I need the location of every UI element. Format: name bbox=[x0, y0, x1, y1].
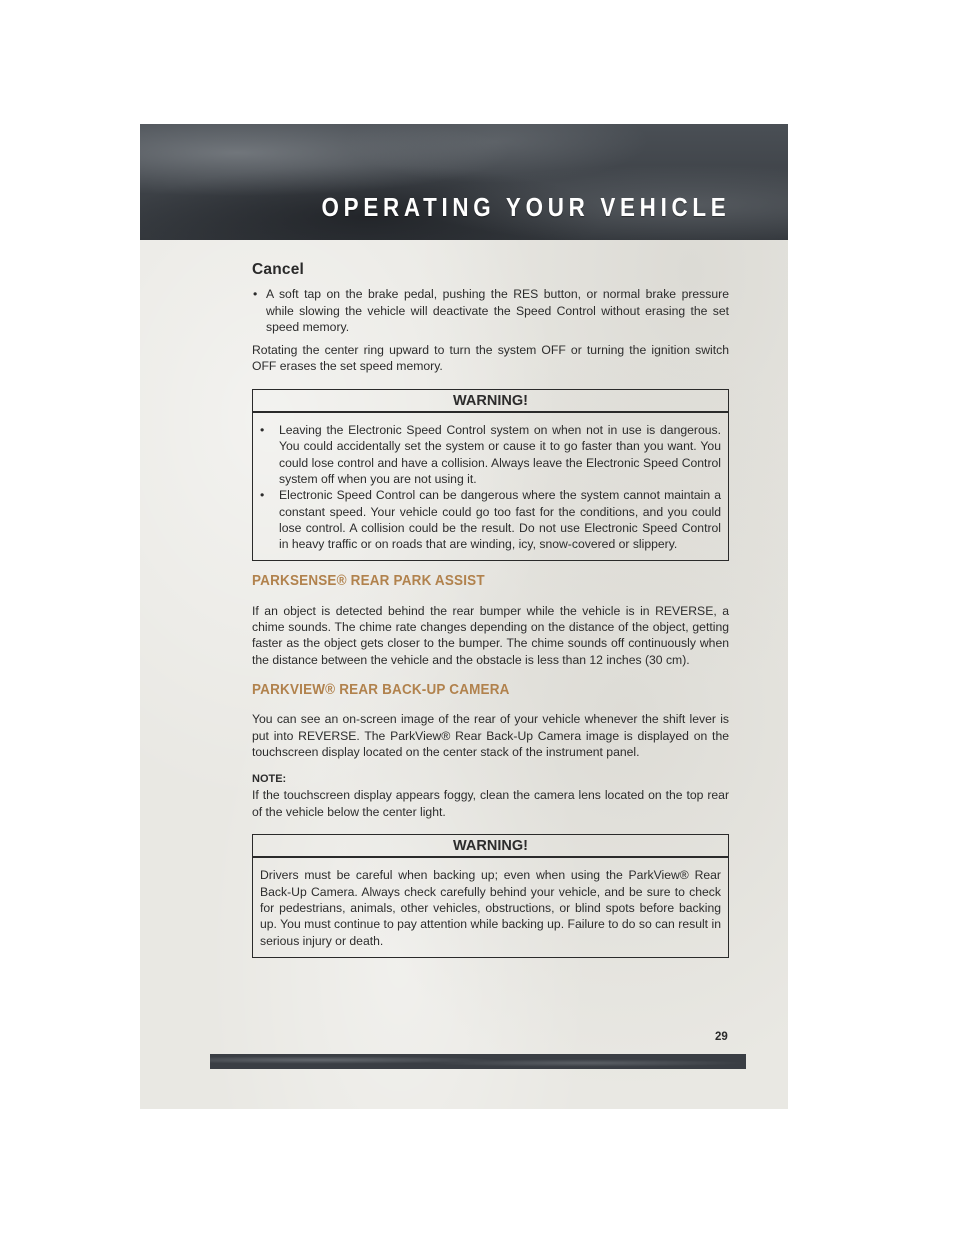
parksense-heading: PARKSENSE® REAR PARK ASSIST bbox=[252, 573, 485, 590]
warning-bullet: • Electronic Speed Control can be dangerous where the system cannot maintain a constant speed. Your vehicle could go too fast for the conditions, and you could lose control. A collision could be the result. Do not use Electronic Speed Control in heavy traffic or on roads that are winding, icy, snow-covered or slippery. bbox=[260, 487, 721, 552]
note-text: If the touchscreen display appears foggy, clean the camera lens located on the top rear of the vehicle below the center light. bbox=[252, 788, 729, 819]
cancel-paragraph: Rotating the center ring upward to turn the system OFF or turning the ignition switch OFF erases the set speed memory. bbox=[252, 343, 729, 374]
warning-title: WARNING! bbox=[253, 390, 728, 413]
warning-title: WARNING! bbox=[253, 835, 728, 858]
warning-body bbox=[253, 413, 728, 560]
chapter-title: OPERATING YOUR VEHICLE bbox=[321, 192, 730, 222]
warning-body bbox=[253, 858, 728, 956]
warning-box-backup-camera bbox=[252, 834, 729, 958]
parkview-paragraph: You can see an on-screen image of the rear of your vehicle whenever the shift lever is put into REVERSE. The ParkView® Rear Back-Up Camera image is displayed on the touchscreen display located on the center stack of the instrument panel. bbox=[252, 712, 729, 759]
header-band bbox=[140, 124, 788, 240]
parksense-paragraph: If an object is detected behind the rear bumper while the vehicle is in REVERSE, a chime sounds. The chime rate changes depending on the distance of the object, getting faster as the object gets closer to the bumper. The chime sounds off continuously when the distance between the vehicle and the obstacle is less than 12 inches (30 cm). bbox=[252, 603, 729, 667]
footer-band bbox=[210, 1054, 746, 1069]
warning-box-speed-control bbox=[252, 389, 729, 562]
manual-page bbox=[140, 124, 788, 1109]
warning-bullet-list bbox=[260, 422, 721, 552]
cancel-bullet-list bbox=[252, 286, 729, 335]
warning-bullet: • Leaving the Electronic Speed Control system on when not in use is dangerous. You could accidentally set the system or cause it to go faster than you want. You could lose control and have a collision. Always leave the Electronic Speed Control system off when you are not using it. bbox=[260, 422, 721, 487]
note-label: NOTE: bbox=[252, 773, 287, 786]
warning-text: Drivers must be careful when backing up; even when using the ParkView® Rear Back-Up Camera. Always check carefully behind your vehicle, and be sure to check for pedestrians, animals, other vehicles, obstructions, or blind spots before backing up. You must continue to pay attention while backing up. Failure to do so can result in serious injury or death. bbox=[260, 868, 721, 948]
cancel-bullet: • A soft tap on the brake pedal, pushing the RES button, or normal brake pressure while slowing the vehicle will deactivate the Speed Control without erasing the set speed memory. bbox=[252, 286, 729, 335]
page-number: 29 bbox=[715, 1031, 728, 1043]
cancel-heading: Cancel bbox=[252, 261, 305, 278]
parkview-heading: PARKVIEW® REAR BACK-UP CAMERA bbox=[252, 681, 510, 698]
page-content bbox=[252, 262, 729, 970]
